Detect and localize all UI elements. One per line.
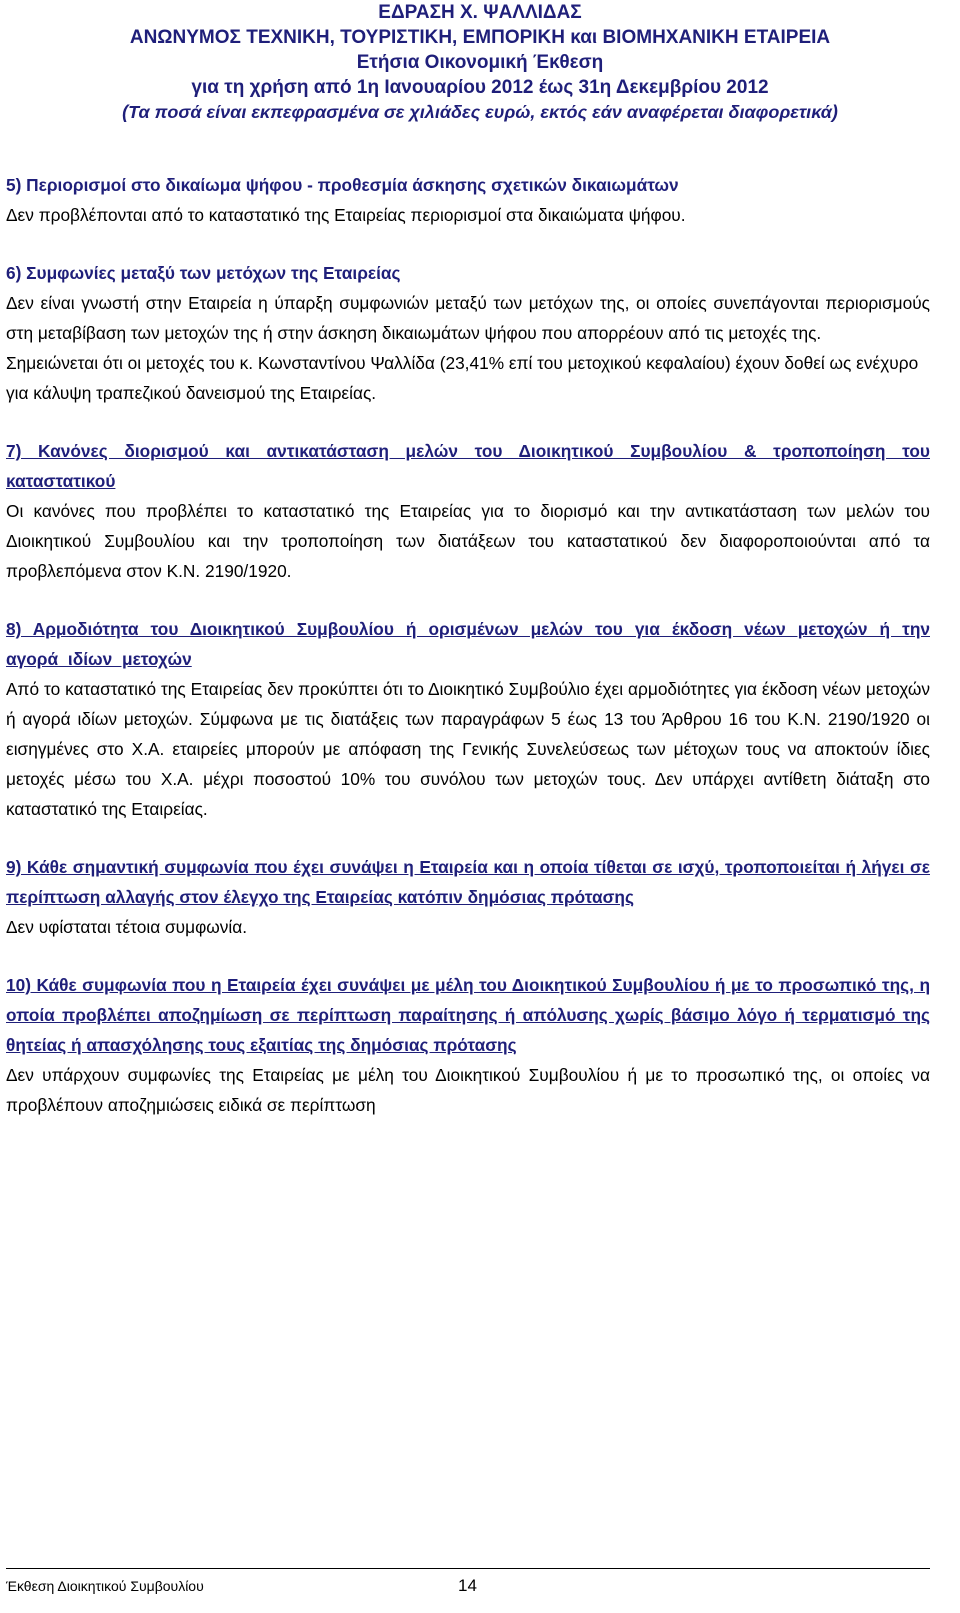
- section-7-paragraph: Οι κανόνες που προβλέπει το καταστατικό της Εταιρείας για το διορισμό και την αντικατάσταση των μελών του Διοικητικού Συμβουλίου και την τροποποίηση των διατάξεων του καταστατικού δεν διαφοροποιούνται από τα προβλεπόμενα στον Κ.Ν. 2190/1920.: [6, 501, 930, 581]
- section-8-title: 8) Αρμοδιότητα του Διοικητικού Συμβουλίου ή ορισμένων μελών του για έκδοση νέων μετοχών ή την αγορά ιδίων μετοχών: [6, 619, 930, 669]
- report-body: [6, 170, 930, 1148]
- page-footer: [6, 1568, 930, 1597]
- section-10: [6, 970, 930, 1120]
- section-7-title: 7) Κανόνες διορισμού και αντικατάσταση μελών του Διοικητικού Συμβουλίου & τροποποίηση του καταστατικού: [6, 441, 930, 491]
- company-name: ΕΔΡΑΣΗ Χ. ΨΑΛΛΙΔΑΣ: [378, 2, 582, 23]
- section-10-title: 10) Κάθε συμφωνία που η Εταιρεία έχει συνάψει με μέλη του Διοικητικού Συμβουλίου ή με το προσωπικό της, η οποία προβλέπει αποζημίωση σε περίπτωση παραίτησης ή απόλυσης χωρίς βάσιμο λόγο ή τερματισμό της θητείας ή απασχόλησης τους εξαιτίας της δημόσιας πρότασης: [6, 975, 930, 1055]
- section-6: [6, 258, 930, 408]
- report-header: [0, 0, 960, 125]
- section-10-paragraph: Δεν υπάρχουν συμφωνίες της Εταιρείας με μέλη του Διοικητικού Συμβουλίου ή με το προσωπικό της, οι οποίες να προβλέπουν αποζημιώσεις ειδικά σε περίπτωση: [6, 1065, 930, 1115]
- section-6-paragraph-1: Δεν είναι γνωστή στην Εταιρεία η ύπαρξη συμφωνιών μεταξύ των μετόχων της, οι οποίες συνεπάγονται περιορισμούς στη μεταβίβαση των μετοχών της ή στην άσκηση δικαιωμάτων ψήφου που απορρέουν από τις μετοχές της.: [6, 293, 930, 343]
- section-5: [6, 170, 930, 230]
- report-title: Ετήσια Οικονομική Έκθεση: [356, 52, 604, 73]
- section-9-paragraph: Δεν υφίσταται τέτοια συμφωνία.: [6, 917, 248, 937]
- report-period: για τη χρήση από 1η Ιανουαρίου 2012 έως 31η Δεκεμβρίου 2012: [191, 77, 769, 98]
- section-5-paragraph: Δεν προβλέπονται από το καταστατικό της Εταιρείας περιορισμοί στα δικαιώματα ψήφου.: [6, 205, 686, 225]
- section-9-title: 9) Κάθε σημαντική συμφωνία που έχει συνάψει η Εταιρεία και η οποία τίθεται σε ισχύ, τροποποιείται ή λήγει σε περίπτωση αλλαγής στον έλεγχο της Εταιρείας κατόπιν δημόσιας πρότασης: [6, 857, 930, 907]
- section-9: [6, 852, 930, 942]
- section-5-title: 5) Περιορισμοί στο δικαίωμα ψήφου - προθεσμία άσκησης σχετικών δικαιωμάτων: [6, 175, 679, 195]
- section-6-paragraph-2: Σημειώνεται ότι οι μετοχές του κ. Κωνσταντίνου Ψαλλίδα (23,41% επί του μετοχικού κεφαλαίου) έχουν δοθεί ως ενέχυρο για κάλυψη τραπεζικού δανεισμού της Εταιρείας.: [6, 353, 919, 403]
- section-8-paragraph: Από το καταστατικό της Εταιρείας δεν προκύπτει ότι το Διοικητικό Συμβούλιο έχει αρμοδιότητες για έκδοση νέων μετοχών ή αγορά ιδίων μετοχών. Σύμφωνα με τις διατάξεις των παραγράφων 5 έως 13 του Άρθρου 16 του Κ.Ν. 2190/1920 οι εισηγμένες στο Χ.Α. εταιρείες μπορούν με απόφαση της Γενικής Συνελεύσεως των μέτοχων τους να αποκτούν ίδιες μετοχές μέσω του Χ.Α. μέχρι ποσοστού 10% του συνόλου των μετοχών τους. Δεν υπάρχει αντίθετη διάταξη στο καταστατικό της Εταιρείας.: [6, 679, 930, 819]
- page-number: 14: [458, 1576, 477, 1595]
- footer-title: Έκθεση Διοικητικού Συμβουλίου: [6, 1578, 204, 1594]
- section-8: [6, 614, 930, 824]
- section-7: [6, 436, 930, 586]
- company-description: ΑΝΩΝΥΜΟΣ ΤΕΧΝΙΚΗ, ΤΟΥΡΙΣΤΙΚΗ, ΕΜΠΟΡΙΚΗ και ΒΙΟΜΗΧΑΝΙΚΗ ΕΤΑΙΡΕΙΑ: [129, 27, 831, 48]
- amounts-note: (Τα ποσά είναι εκπεφρασμένα σε χιλιάδες ευρώ, εκτός εάν αναφέρεται διαφορετικά): [122, 102, 838, 122]
- section-6-title: 6) Συμφωνίες μεταξύ των μετόχων της Εταιρείας: [6, 263, 401, 283]
